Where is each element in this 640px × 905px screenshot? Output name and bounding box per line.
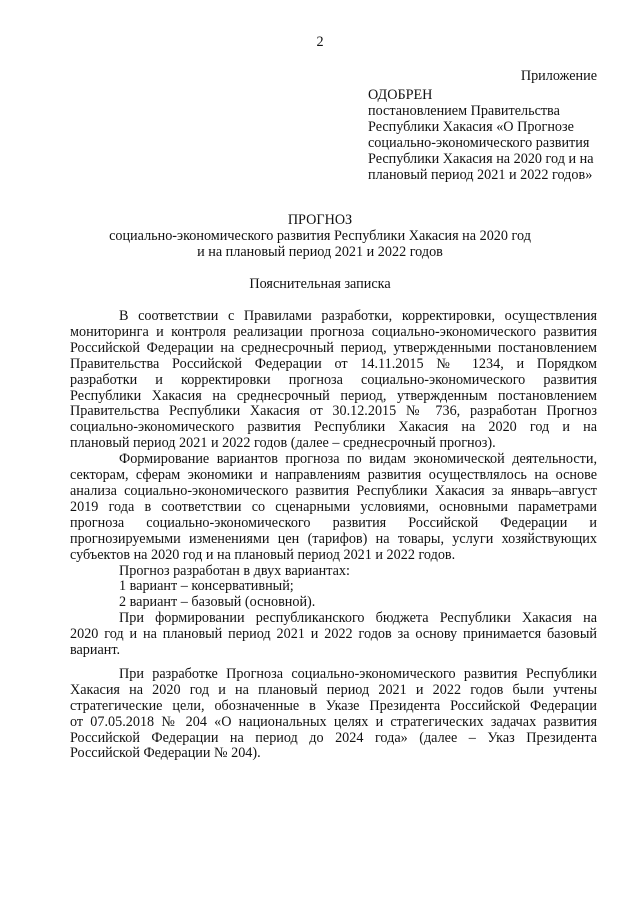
document-body <box>70 308 597 762</box>
paragraph-line: Хакасия на 2020 год и на плановый период 2021 и 2022 годов были учтены <box>70 681 597 698</box>
paragraph-line: вариант. <box>70 642 121 659</box>
title-line: социально-экономического развития Республики Хакасия на 2020 год <box>109 228 531 244</box>
approval-line: социально-экономического развития <box>368 135 590 151</box>
paragraph-line: социально-экономического развития Республики Хакасия на 2020 год и на <box>70 419 597 436</box>
paragraph-line: прогноза социально-экономического развития Российской Федерации и <box>70 514 597 531</box>
paragraph-line: Российской Федерации на среднесрочный период, утвержденными постановлением <box>70 339 597 356</box>
paragraph-line: субъектов на 2020 год и на плановый период 2021 и 2022 годов. <box>70 546 456 563</box>
approval-line: Республики Хакасия на 2020 год и на <box>368 151 594 167</box>
approval-line: плановый период 2021 и 2022 годов» <box>368 167 593 183</box>
paragraph-line: Российской Федерации № 204). <box>70 745 261 762</box>
paragraph-line: Республики Хакасия на среднесрочный период, утвержденным постановлением <box>70 387 597 404</box>
paragraph-line: Формирование вариантов прогноза по видам экономической деятельности, <box>119 451 597 468</box>
paragraph-line: Российской Федерации на период до 2024 года» (далее – Указ Президента <box>70 729 597 746</box>
approval-line: постановлением Правительства <box>368 103 560 119</box>
paragraph-line: При формировании республиканского бюджета Республики Хакасия на <box>119 610 597 627</box>
paragraph-line: Правительства Российской Федерации от 14.11.2015 № 1234, и Порядком <box>70 355 597 372</box>
paragraph-line: стратегические цели, обозначенные в Указе Президента Российской Федерации <box>70 697 597 714</box>
paragraph-line: от 07.05.2018 № 204 «О национальных целях и стратегических задачах развития <box>70 713 597 730</box>
paragraph-line: 1 вариант – консервативный; <box>119 578 294 595</box>
title-main: ПРОГНОЗ <box>287 212 353 228</box>
paragraph-line: анализа социально-экономического развития Республики Хакасия за январь–август <box>70 482 597 499</box>
paragraph-line: 2020 год и на плановый период 2021 и 2022 годов за основу принимается базовый <box>70 626 597 643</box>
paragraph-line: Правительства Республики Хакасия от 30.12.2015 № 736, разработан Прогноз <box>70 403 597 420</box>
appendix-label: Приложение <box>520 68 597 84</box>
approval-line: Республики Хакасия «О Прогнозе <box>368 119 574 135</box>
paragraph-line: разработки и корректировки прогноза социально-экономического развития <box>70 371 597 388</box>
paragraph-line: Прогноз разработан в двух вариантах: <box>119 562 350 579</box>
paragraph-line: прогнозируемыми изменениями цен (тарифов) на товары, услуги хозяйствующих <box>70 530 597 547</box>
paragraph-line: В соответствии с Правилами разработки, корректировки, осуществления <box>119 308 597 324</box>
approval-block <box>368 87 598 183</box>
page-number: 2 <box>316 34 324 50</box>
paragraph-line: 2019 года в соответствии со сценарными условиями, основными параметрами <box>70 498 597 515</box>
document-title <box>0 212 640 260</box>
paragraph-line: При разработке Прогноза социально-экономического развития Республики <box>119 665 597 682</box>
section-title: Пояснительная записка <box>249 276 391 292</box>
paragraph-line: плановый период 2021 и 2022 годов (далее – среднесрочный прогноз). <box>70 435 496 452</box>
approval-heading: ОДОБРЕН <box>368 87 433 103</box>
paragraph-line: 2 вариант – базовый (основной). <box>119 594 316 611</box>
title-line: и на плановый период 2021 и 2022 годов <box>197 244 443 260</box>
paragraph-line: секторам, сферам экономики и направлениям развития осуществлялось на основе <box>70 467 597 484</box>
paragraph-line: мониторинга и контроля реализации прогноза социально-экономического развития <box>70 323 597 340</box>
